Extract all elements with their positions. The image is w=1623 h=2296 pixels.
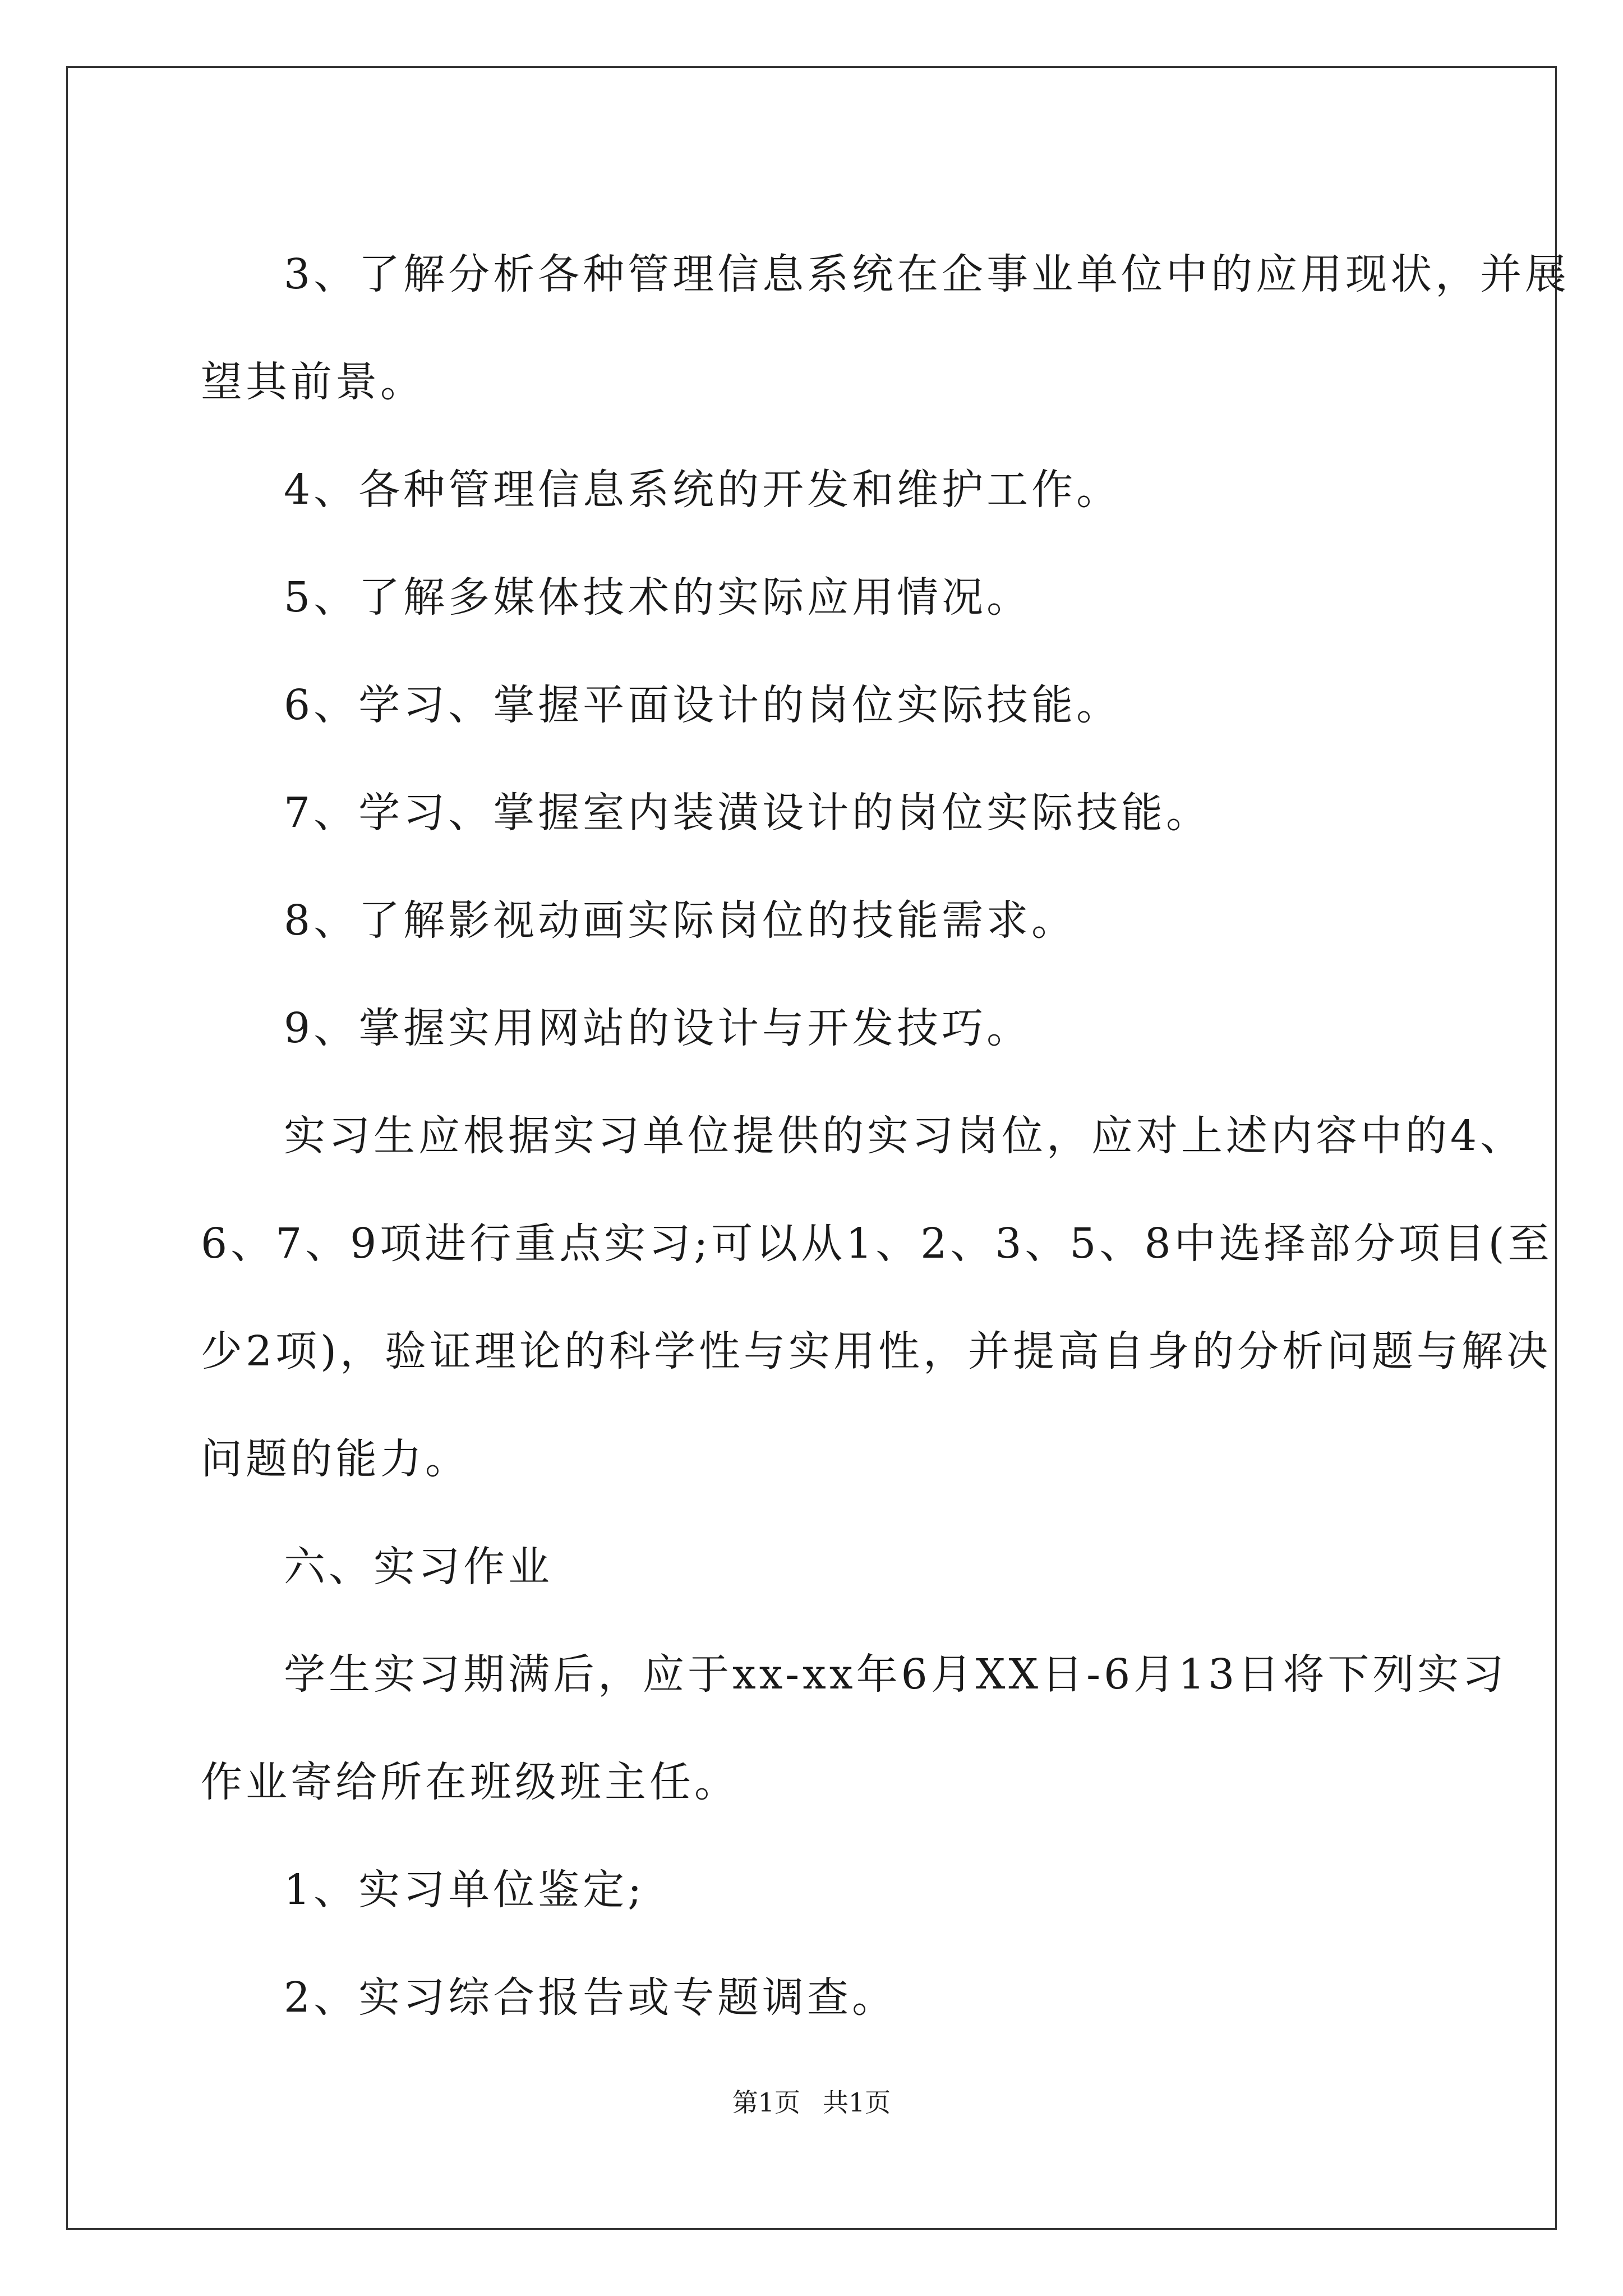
- line: 4、各种管理信息系统的开发和维护工作。: [284, 466, 1122, 514]
- line: 学生实习期满后，应于xx-xx年6月XX日-6月13日将下列实习: [284, 1650, 1507, 1699]
- line: 2、实习综合报告或专题调查。: [284, 1973, 897, 2022]
- paragraph-assignment-1: [201, 1836, 1435, 1944]
- line: 9、掌握实用网站的设计与开发技巧。: [284, 1004, 1032, 1052]
- paragraph-guidance-line-3: [201, 1297, 1551, 1405]
- paragraph-assignment-intro-line-1: [201, 1621, 1507, 1728]
- line: 6、学习、掌握平面设计的岗位实际技能。: [284, 681, 1122, 729]
- page-number: 第1页: [732, 2087, 800, 2118]
- line: 7、学习、掌握室内装潢设计的岗位实际技能。: [284, 789, 1211, 837]
- paragraph-item-3: [201, 220, 1570, 328]
- line: 望其前景。: [201, 358, 425, 406]
- page-total: 共1页: [823, 2087, 891, 2118]
- paragraph-assignment-intro-line-2: [201, 1728, 1435, 1836]
- paragraph-item-7: [201, 759, 1435, 867]
- line: 六、实习作业: [284, 1543, 553, 1591]
- paragraph-item-4: [201, 436, 1435, 544]
- paragraph-item-6: [201, 651, 1435, 759]
- line: 少2项)，验证理论的科学性与实用性，并提高自身的分析问题与解决: [201, 1327, 1551, 1375]
- line: 实习生应根据实习单位提供的实习岗位，应对上述内容中的4、: [284, 1112, 1525, 1160]
- page-footer: [0, 2086, 1623, 2119]
- paragraph-item-8: [201, 867, 1435, 974]
- paragraph-guidance-line-1: [201, 1082, 1525, 1190]
- line: 8、了解影视动画实际岗位的技能需求。: [284, 896, 1077, 945]
- paragraph-guidance-line-4: [201, 1405, 1435, 1513]
- paragraph-item-5: [201, 544, 1435, 651]
- line: 作业寄给所在班级班主任。: [201, 1758, 739, 1806]
- document-body: [201, 220, 1570, 2051]
- line: 1、实习单位鉴定;: [284, 1866, 645, 1914]
- paragraph-guidance-line-2: [201, 1190, 1553, 1297]
- paragraph-item-3-cont: [201, 328, 1435, 436]
- paragraph-assignment-2: [201, 1944, 1435, 2051]
- line: 问题的能力。: [201, 1435, 470, 1483]
- section-heading: [201, 1513, 1435, 1621]
- line: 3、了解分析各种管理信息系统在企事业单位中的应用现状，并展: [284, 250, 1570, 298]
- line: 6、7、9项进行重点实习;可以从1、2、3、5、8中选择部分项目(至: [201, 1220, 1553, 1268]
- line: 5、了解多媒体技术的实际应用情况。: [284, 573, 1032, 622]
- paragraph-item-9: [201, 974, 1435, 1082]
